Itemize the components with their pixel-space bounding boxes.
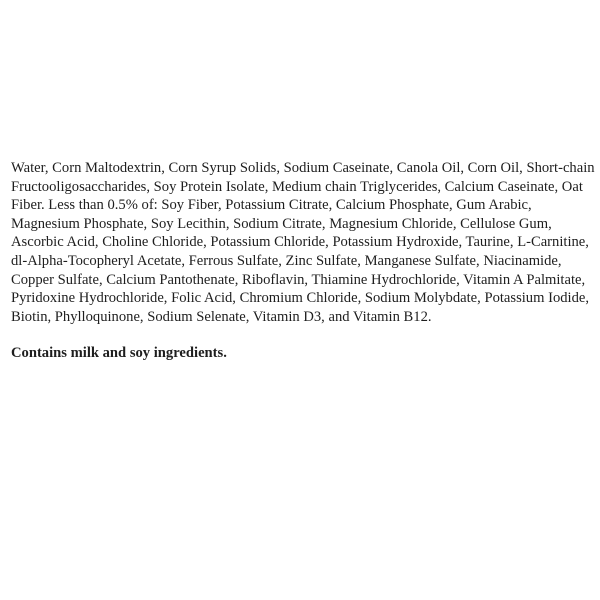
ingredients-list: Water, Corn Maltodextrin, Corn Syrup Solids, Sodium Caseinate, Canola Oil, Corn Oil, Short-chain Fructooligosaccharides, Soy Protein Isolate, Medium chain Triglycerides, Calcium Caseinate, Oat Fiber. Less than 0.5% of: Soy Fiber, Potassium Citrate, Calcium Phosphate, Gum Arabic, Magnesium Phosphate, Soy Lecithin, Sodium Citrate, Magnesium Chloride, Cellulose Gum, Ascorbic Acid, Choline Chloride, Potassium Chloride, Potassium Hydroxide, Taurine, L-Carnitine, dl-Alpha-Tocopheryl Acetate, Ferrous Sulfate, Zinc Sulfate, Manganese Sulfate, Niacinamide, Copper Sulfate, Calcium Pantothenate, Riboflavin, Thiamine Hydrochloride, Vitamin A Palmitate, Pyridoxine Hydrochloride, Folic Acid, Chromium Chloride, Sodium Molybdate, Potassium Iodide, Biotin, Phylloquinone, Sodium Selenate, Vitamin D3, and Vitamin B12. [11,160,595,325]
ingredients-panel [11,159,600,363]
allergen-statement: Contains milk and soy ingredients. [11,345,227,362]
